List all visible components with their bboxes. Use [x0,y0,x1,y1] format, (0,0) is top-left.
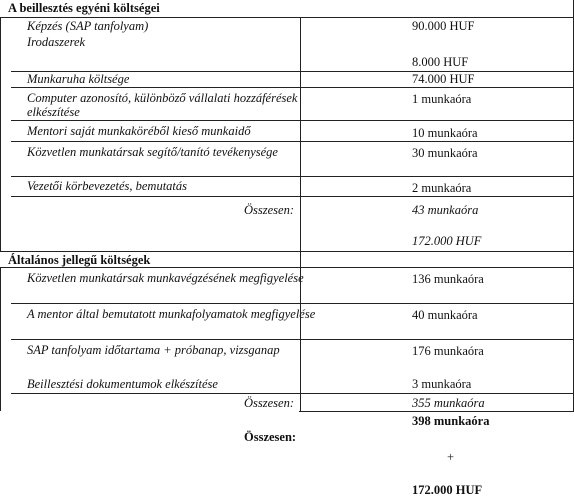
row-label-computer-access: Computer azonosító, különböző vállalati hozzáférések elkészítése [27,91,298,119]
divider [11,303,574,304]
grand-total-plus: + [447,450,455,464]
divider [11,141,574,142]
left-border [0,17,1,251]
row-value-sap-course: 176 munkaóra [412,344,484,358]
row-value-documents: 3 munkaóra [412,377,472,391]
divider [11,120,574,121]
row-value-workwear: 74.000 HUF [412,72,475,86]
row-label-training: Képzés (SAP tanfolyam) [27,19,149,33]
left-border [0,267,1,411]
section2-total-hours: 355 munkaóra [412,396,485,410]
row-label-office-supplies: Irodaszerek [27,35,86,49]
row-value-manager-tour: 2 munkaóra [412,181,472,195]
row-label-mentor-time: Mentori saját munkaköréből kieső munkaidő [27,124,251,138]
section1-total-huf: 172.000 HUF [412,234,482,248]
divider [11,393,574,394]
divider [0,267,574,268]
row-value-observe-colleagues: 136 munkaóra [412,272,484,286]
row-label-sap-course: SAP tanfolyam időtartama + próbanap, vizsganap [27,343,280,357]
section1-title: A beillesztés egyéni költségei [8,1,160,15]
divider [0,17,574,18]
row-value-computer-access: 1 munkaóra [412,92,472,106]
column-divider [300,17,301,411]
row-label-observe-colleagues: Közvetlen munkatársak munkavégzésének megfigyelése [27,271,304,285]
divider [299,411,574,412]
row-label-manager-tour: Vezetői körbevezetés, bemutatás [27,179,188,193]
row-value-observe-mentor: 40 munkaóra [412,308,478,322]
row-label-colleague-help: Közvetlen munkatársak segítő/tanító tevékenysége [27,145,278,159]
grand-total-label: Összesen: [244,430,297,444]
row-value-office-supplies: 8.000 HUF [412,55,469,69]
row-value-colleague-help: 30 munkaóra [412,146,478,160]
divider [11,87,574,88]
grand-total-huf: 172.000 HUF [412,483,483,497]
section2-total-label: Összesen: [244,396,294,410]
divider [0,251,574,252]
divider [11,196,574,197]
grand-total-hours: 398 munkaóra [412,414,490,428]
section1-total-hours: 43 munkaóra [412,203,479,217]
section1-total-label: Összesen: [244,203,294,217]
row-label-documents: Beillesztési dokumentumok elkészítése [27,377,218,391]
row-value-mentor-time: 10 munkaóra [412,126,478,140]
divider [11,176,574,177]
divider [11,339,574,340]
row-label-workwear: Munkaruha költsége [27,72,130,86]
row-value-training: 90.000 HUF [412,19,475,33]
row-label-observe-mentor: A mentor által bemutatott munkafolyamatok megfigyelése [27,307,316,321]
section2-title: Általános jellegű költségek [8,253,151,267]
